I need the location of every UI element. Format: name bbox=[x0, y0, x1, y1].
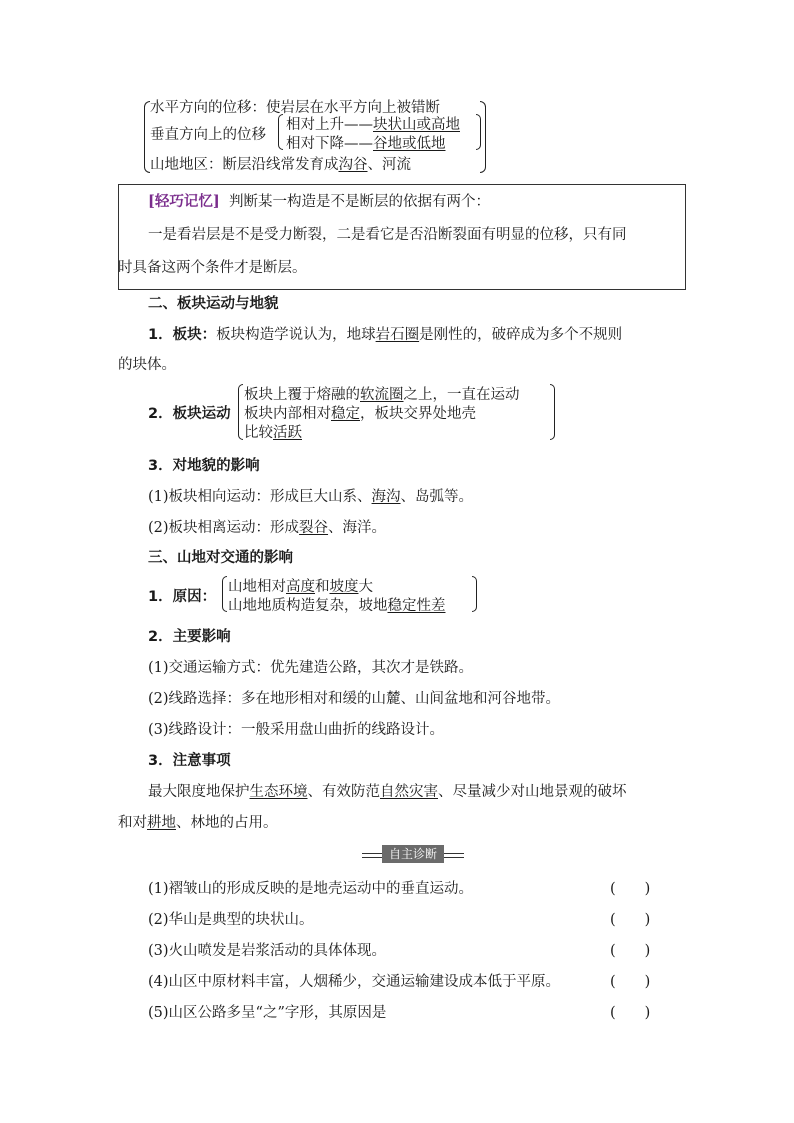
plate-item3-1 bbox=[148, 485, 473, 506]
traffic-notes-a: 最大限度地保护 bbox=[148, 784, 250, 800]
plate-item1-line bbox=[148, 323, 622, 344]
diagnosis-answer-5[interactable]: ( ) bbox=[610, 1005, 651, 1021]
plate-item2-line2 bbox=[244, 402, 476, 423]
fault-vertical-label: 垂直方向上的位移 bbox=[150, 127, 266, 143]
plate-item2-line2-b: ，板块交界处地壳 bbox=[360, 406, 476, 422]
traffic-cause-line2 bbox=[228, 594, 446, 615]
traffic-notes-d: 和对 bbox=[118, 815, 147, 831]
plate-item2-brace-left bbox=[238, 384, 243, 440]
traffic-notes-line2 bbox=[118, 811, 278, 832]
fault-down-line bbox=[286, 132, 446, 153]
traffic-cause-brace-left bbox=[222, 576, 227, 612]
plate-item3-2 bbox=[148, 516, 386, 537]
diagnosis-answer-3[interactable]: ( ) bbox=[610, 943, 651, 959]
traffic-notes-term-disaster: 自然灾害 bbox=[380, 784, 438, 800]
traffic-cause-line1-a: 山地相对 bbox=[228, 579, 286, 595]
plate-item2-line2-a: 板块内部相对 bbox=[244, 406, 331, 422]
plate-item2-line1-a: 板块上覆于熔融的 bbox=[244, 387, 360, 403]
plate-item2-line3 bbox=[244, 421, 302, 442]
traffic-notes-label: 3．注意事项 bbox=[148, 753, 231, 769]
diagnosis-badge-line-right bbox=[444, 853, 464, 858]
fault-down-prefix: 相对下降—— bbox=[286, 136, 373, 152]
traffic-notes-e: 、林地的占用。 bbox=[176, 815, 278, 831]
traffic-main-2: (2)线路选择：多在地形相对和缓的山麓、山间盆地和河谷地带。 bbox=[148, 691, 561, 707]
plate-item2-line3-a: 比较 bbox=[244, 425, 273, 441]
memo-title-line bbox=[148, 190, 490, 211]
fault-up-prefix: 相对上升—— bbox=[286, 117, 373, 133]
traffic-notes-c: 、尽量减少对山地景观的破坏 bbox=[438, 784, 627, 800]
diagnosis-item-2: (2)华山是典型的块状山。 bbox=[148, 912, 314, 928]
traffic-main-3: (3)线路设计：一般采用盘山曲折的线路设计。 bbox=[148, 722, 445, 738]
fault-mountain-prefix: 山地地区：断层沿线常发育成 bbox=[150, 157, 339, 173]
traffic-main-label: 2．主要影响 bbox=[148, 629, 231, 645]
traffic-cause-term-stability: 稳定性差 bbox=[387, 598, 446, 614]
fault-mountain-term: 沟谷 bbox=[338, 157, 368, 173]
plate-item3-1-a: (1)板块相向运动：形成巨大山系、 bbox=[148, 489, 372, 505]
plate-item1-cont: 的块体。 bbox=[118, 357, 176, 373]
fault-horizontal-line: 水平方向的位移：使岩层在水平方向上被错断 bbox=[150, 100, 440, 116]
fault-inner-brace-left bbox=[278, 114, 283, 150]
fault-mountain-line bbox=[150, 153, 411, 174]
traffic-notes-b: 、有效防范 bbox=[307, 784, 380, 800]
traffic-cause-term-height: 高度 bbox=[286, 579, 315, 595]
memo-line-2: 时具备这两个条件才是断层。 bbox=[118, 260, 307, 276]
diagnosis-answer-1[interactable]: ( ) bbox=[610, 881, 651, 897]
traffic-heading: 三、山地对交通的影响 bbox=[148, 550, 293, 566]
plate-item3-1-term: 海沟 bbox=[371, 489, 401, 505]
traffic-cause-brace-right bbox=[472, 576, 477, 612]
plate-item1-text-a: 板块构造学说认为，地球 bbox=[216, 327, 376, 343]
diagnosis-answer-2[interactable]: ( ) bbox=[610, 912, 651, 928]
plate-item1-label: 1．板块： bbox=[148, 327, 217, 343]
memo-line-1: 一是看岩层是不是受力断裂，二是看它是否沿断裂面有明显的位移，只有同 bbox=[148, 227, 627, 243]
plate-item3-label: 3．对地貌的影响 bbox=[148, 458, 260, 474]
diagnosis-answer-4[interactable]: ( ) bbox=[610, 974, 651, 990]
plate-item2-line2-term: 稳定 bbox=[331, 406, 360, 422]
diagnosis-badge-text: 自主诊断 bbox=[382, 845, 444, 863]
plate-item2-label: 2．板块运动 bbox=[148, 406, 231, 422]
fault-up-term: 块状山或高地 bbox=[373, 117, 460, 133]
plate-item3-1-b: 、岛弧等。 bbox=[400, 489, 474, 505]
traffic-cause-line1-b: 和 bbox=[315, 579, 330, 595]
memo-tag: [轻巧记忆] bbox=[148, 193, 220, 210]
traffic-cause-line1-c: 大 bbox=[358, 579, 373, 595]
traffic-cause-label: 1．原因： bbox=[148, 589, 217, 605]
diagnosis-badge bbox=[362, 846, 464, 862]
traffic-main-1: (1)交通运输方式：优先建造公路，其次才是铁路。 bbox=[148, 660, 474, 676]
plate-item2-brace-right bbox=[550, 384, 555, 440]
plate-item1-term: 岩石圈 bbox=[375, 327, 420, 343]
plate-item3-2-term: 裂谷 bbox=[299, 520, 329, 536]
fault-inner-brace-right bbox=[476, 114, 481, 150]
plate-item3-2-b: 、海洋。 bbox=[328, 520, 387, 536]
fault-mountain-suffix: 、河流 bbox=[367, 157, 411, 173]
traffic-notes-line1 bbox=[148, 780, 627, 801]
traffic-cause-term-slope: 坡度 bbox=[329, 579, 359, 595]
diagnosis-item-5: (5)山区公路多呈“之”字形，其原因是 bbox=[148, 1005, 387, 1021]
diagnosis-badge-line-left bbox=[362, 853, 382, 858]
memo-title: 判断某一构造是不是断层的依据有两个： bbox=[228, 194, 490, 210]
traffic-notes-term-farmland: 耕地 bbox=[147, 815, 176, 831]
plate-item2-line1-term: 软流圈 bbox=[360, 387, 404, 403]
diagnosis-item-3: (3)火山喷发是岩浆活动的具体体现。 bbox=[148, 943, 387, 959]
fault-up-line bbox=[286, 113, 460, 134]
plate-heading: 二、板块运动与地貌 bbox=[148, 296, 279, 312]
fault-down-term: 谷地或低地 bbox=[373, 136, 446, 152]
traffic-notes-term-ecology: 生态环境 bbox=[249, 784, 308, 800]
plate-item2-line1-b: 之上，一直在运动 bbox=[403, 387, 520, 403]
plate-item3-2-a: (2)板块相离运动：形成 bbox=[148, 520, 300, 536]
plate-item2-line3-term: 活跃 bbox=[273, 425, 302, 441]
plate-item1-text-b: 是刚性的，破碎成为多个不规则 bbox=[419, 327, 623, 343]
diagnosis-item-1: (1)褶皱山的形成反映的是地壳运动中的垂直运动。 bbox=[148, 881, 474, 897]
plate-item2-line1 bbox=[244, 383, 520, 404]
traffic-cause-line2-a: 山地地质构造复杂，坡地 bbox=[228, 598, 388, 614]
traffic-cause-line1 bbox=[228, 575, 373, 596]
diagnosis-item-4: (4)山区中原材料丰富，人烟稀少，交通运输建设成本低于平原。 bbox=[148, 974, 561, 990]
